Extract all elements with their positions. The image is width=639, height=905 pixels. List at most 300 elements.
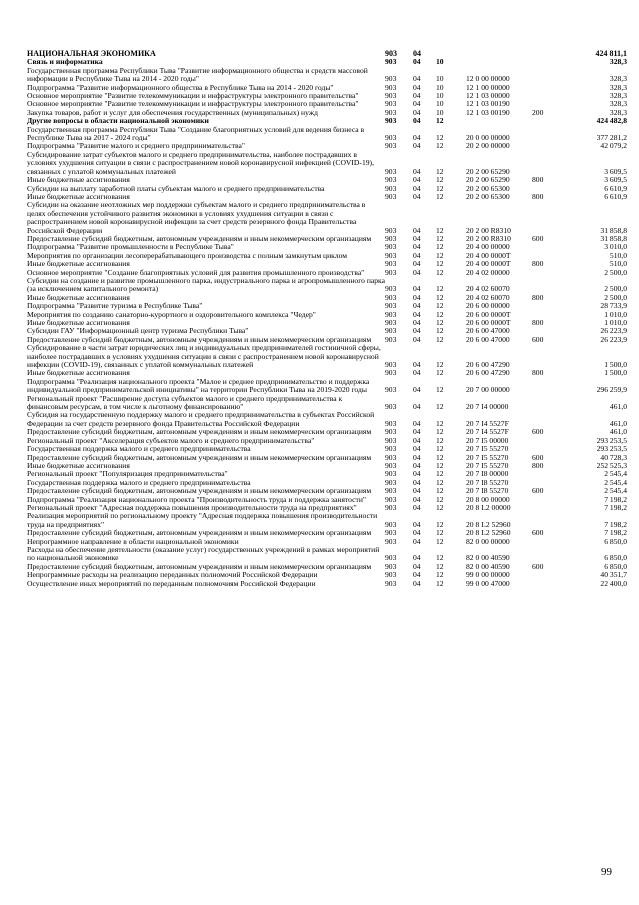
subsection-code-cell: 12 [436, 477, 444, 487]
expense-type-code-cell: 800 [532, 368, 544, 378]
table-row [27, 151, 627, 176]
amount-cell: 328,3 [609, 99, 627, 109]
section-code-cell: 04 [413, 166, 421, 176]
section-code-cell: 04 [413, 502, 421, 512]
target-item-code-cell: 20 6 00 0000Т [466, 309, 511, 319]
section-code-cell: 04 [413, 57, 421, 67]
ministry-code-cell: 903 [385, 435, 397, 445]
amount-cell: 424 482,8 [596, 116, 627, 126]
subsection-code-cell: 12 [436, 519, 444, 529]
page-number: 99 [601, 866, 612, 878]
budget-table-body [27, 50, 627, 588]
expense-type-code-cell [532, 512, 560, 529]
section-code-cell: 04 [413, 284, 421, 294]
item-name-cell: Региональный проект "Акселерация субъектов малого и среднего предпринимательства" [27, 435, 315, 445]
subsection-code-cell: 12 [436, 250, 444, 260]
amount-cell: 296 259,9 [596, 385, 627, 395]
section-code-cell: 04 [413, 91, 421, 101]
amount-cell: 31 858,8 [600, 233, 627, 243]
ministry-code-cell: 903 [385, 133, 397, 143]
ministry-code-cell: 903 [385, 427, 397, 437]
amount-cell: 2 500,0 [604, 267, 627, 277]
subsection-code-cell: 12 [436, 486, 444, 496]
item-name-cell: Связь и информатика [27, 57, 103, 67]
subsection-code-cell: 12 [436, 175, 444, 185]
item-name-cell: Субсидии ГАУ "Информационный центр туризма Республики Тыва" [27, 326, 249, 336]
amount-cell: 26 223,9 [600, 334, 627, 344]
item-name-cell: Субсидирование затрат субъектов малого и среднего предпринимательства, наиболее пострадавших в условиях ухудшения ситуации в связи с распространением новой коронавирусной инфекцией (COVID-19), связанных с уплатой коммунальных платежей [27, 149, 374, 176]
subsection-code-cell: 12 [436, 233, 444, 243]
subsection-code-cell: 12 [436, 133, 444, 143]
ministry-code-cell: 903 [385, 99, 397, 109]
expense-type-code-cell [532, 395, 560, 412]
section-code-cell: 04 [413, 318, 421, 327]
target-item-code-cell: 20 4 00 00000 [466, 242, 510, 252]
subsection-code-cell: 12 [436, 452, 444, 462]
target-item-code-cell: 20 8 L2 52960 [466, 528, 511, 538]
subsection-code-cell: 12 [436, 259, 444, 269]
amount-cell: 461,0 [609, 402, 627, 412]
target-item-code-cell: 20 7 I5 55270 [466, 452, 509, 462]
ministry-code-cell: 903 [385, 57, 397, 67]
ministry-code-cell: 903 [385, 553, 397, 563]
table-row [27, 512, 627, 529]
item-name-cell: Предоставление субсидий бюджетным, автономным учреждениям и иным некоммерческим организациям [27, 334, 372, 344]
amount-cell: 424 811,1 [595, 49, 627, 58]
expense-type-code-cell: 800 [532, 259, 544, 269]
subsection-code-cell: 12 [436, 141, 444, 151]
subsection-code-cell: 12 [436, 292, 444, 302]
ministry-code-cell: 903 [385, 334, 397, 344]
ministry-code-cell: 903 [385, 452, 397, 462]
subsection-code-cell: 12 [436, 460, 444, 470]
subsection-code-cell: 10 [436, 82, 444, 92]
expense-type-code-cell [532, 344, 560, 369]
item-name-cell: Основное мероприятие "Развитие телекоммуникации и инфраструктуры электронного правительства" [27, 99, 359, 109]
section-code-cell: 04 [413, 460, 421, 470]
amount-cell: 1 010,0 [604, 309, 627, 319]
target-item-code-cell: 12 1 03 00190 [466, 107, 510, 117]
target-item-code-cell: 20 2 00 R8310 [466, 225, 511, 235]
expense-type-code-cell [532, 437, 560, 445]
section-code-cell: 04 [413, 326, 421, 336]
item-name-cell: Государственная программа Республики Тыва "Создание благоприятных условий для ведения бизнеса в Республике Тыва на 2017 - 2024 годы" [27, 124, 365, 143]
subsection-code-cell: 12 [436, 444, 444, 454]
section-code-cell: 04 [413, 107, 421, 117]
table-row [27, 126, 627, 143]
item-name-cell: Иные бюджетные ассигнования [27, 292, 130, 302]
section-code-cell: 04 [413, 309, 421, 319]
ministry-code-cell: 903 [385, 519, 397, 529]
target-item-code-cell: 20 7 I8 55270 [466, 486, 509, 496]
section-code-cell: 04 [413, 82, 421, 92]
item-name-cell: Предоставление субсидий бюджетным, автономным учреждениям и иным некоммерческим организациям [27, 528, 372, 538]
amount-cell: 1 500,0 [604, 368, 627, 378]
item-name-cell: Мероприятия по созданию санаторно-курортного и оздоровительного комплекса "Чедер" [27, 309, 316, 319]
target-item-code-cell: 12 1 03 00190 [466, 99, 510, 109]
item-name-cell: Региональный проект "Расширение доступа субъектов малого и среднего предпринимательства к финансовым ресурсам, в том числе к льготному финансированию" [27, 393, 343, 412]
target-item-code-cell: 12 1 00 00000 [466, 82, 510, 92]
table-row [27, 201, 627, 235]
target-item-code-cell: 20 6 00 47290 [466, 368, 510, 378]
expense-type-code-cell [532, 67, 560, 84]
ministry-code-cell: 903 [385, 460, 397, 470]
subsection-code-cell: 12 [436, 427, 444, 437]
ministry-code-cell: 903 [385, 183, 397, 193]
target-item-code-cell: 82 0 00 40590 [466, 553, 510, 563]
item-name-cell: Закупка товаров, работ и услуг для обеспечения государственных (муниципальных) нужд [27, 107, 318, 117]
target-item-code-cell: 20 2 00 65300 [466, 183, 510, 193]
item-name-cell: Подпрограмма "Развитие туризма в Республике Тыва" [27, 301, 203, 311]
ministry-code-cell: 903 [385, 91, 397, 101]
ministry-code-cell: 903 [385, 82, 397, 92]
section-code-cell: 04 [413, 141, 421, 151]
table-row [27, 50, 627, 58]
target-item-code-cell: 20 4 02 60070 [466, 284, 510, 294]
ministry-code-cell: 903 [385, 385, 397, 395]
amount-cell: 6 850,0 [604, 536, 627, 546]
section-code-cell: 04 [413, 250, 421, 260]
item-name-cell: Субсидия на государственную поддержку малого и среднего предпринимательства в субъектах Российской Федерации за счет средств резервного фонда Правительства Российской Федерации [27, 410, 375, 428]
expense-type-code-cell [532, 496, 560, 504]
subsection-code-cell: 10 [436, 99, 444, 109]
ministry-code-cell: 903 [385, 528, 397, 538]
item-name-cell: Предоставление субсидий бюджетным, автономным учреждениям и иным некоммерческим организациям [27, 561, 372, 571]
ministry-code-cell: 903 [385, 191, 397, 201]
item-name-cell: Государственная поддержка малого и среднего предпринимательства [27, 477, 251, 487]
ministry-code-cell: 903 [385, 578, 397, 588]
item-name-cell: Субсидирование в части затрат юридических лиц и индивидуальных предпринимателей гостиничной сферы, наиболее пострадавших в условиях ухудшения ситуации в связи с распространением новой коронавирусной инфекции (COVID-19), связанных с уплатой коммунальных платежей [27, 343, 381, 370]
subsection-code-cell: 12 [436, 301, 444, 311]
ministry-code-cell: 903 [385, 444, 397, 454]
table-row [27, 344, 627, 369]
ministry-code-cell: 903 [385, 360, 397, 370]
target-item-code-cell: 20 7 I8 00000 [466, 469, 509, 479]
amount-cell: 3 609,5 [604, 175, 627, 185]
ministry-code-cell: 903 [385, 469, 397, 479]
expense-type-code-cell [532, 504, 560, 512]
ministry-code-cell: 903 [385, 418, 397, 428]
subsection-code-cell: 12 [436, 385, 444, 395]
expense-type-code-cell: 200 [532, 107, 544, 117]
amount-cell: 7 198,2 [604, 494, 627, 504]
expense-type-code-cell [532, 92, 560, 100]
amount-cell: 40 351,7 [600, 570, 627, 580]
amount-cell: 2 545,4 [604, 486, 627, 496]
item-name-cell: Подпрограмма "Реализация национального проекта "Малое и среднее предпринимательство и поддержка индивидуальной предпринимательской инициативы" на территории Республики Тыва на 2019-2020 годы [27, 376, 370, 395]
expense-type-code-cell [532, 201, 560, 235]
ministry-code-cell: 903 [385, 267, 397, 277]
item-name-cell: Подпрограмма "Развитие малого и среднего предпринимательства" [27, 141, 245, 151]
item-name-cell: Подпрограмма "Развитие информационного общества в Республике Тыва на 2014 - 2020 годы" [27, 82, 334, 92]
subsection-code-cell: 12 [436, 536, 444, 546]
table-row [27, 277, 627, 294]
expense-type-code-cell [532, 571, 560, 579]
item-name-cell: Региональный проект "Популяризация предпринимательства" [27, 469, 228, 479]
item-name-cell: Региональный проект "Адресная поддержка повышения производительности труда на предприятиях" [27, 502, 357, 512]
item-name-cell: Предоставление субсидий бюджетным, автономным учреждениям и иным некоммерческим организациям [27, 452, 372, 462]
subsection-code-cell: 10 [436, 107, 444, 117]
section-code-cell: 04 [413, 402, 421, 412]
section-code-cell: 04 [413, 49, 421, 58]
table-row [27, 378, 627, 395]
target-item-code-cell: 20 8 L2 00000 [466, 502, 511, 512]
subsection-code-cell: 12 [436, 561, 444, 571]
section-code-cell: 04 [413, 225, 421, 235]
section-code-cell: 04 [413, 368, 421, 378]
item-name-cell: Субсидии на выплату заработной платы субъектам малого и среднего предпринимательства [27, 183, 325, 193]
target-item-code-cell: 20 0 00 00000 [466, 133, 510, 143]
target-item-code-cell: 99 0 00 00000 [466, 570, 510, 580]
ministry-code-cell: 903 [385, 175, 397, 185]
section-code-cell: 04 [413, 444, 421, 454]
subsection-code-cell: 12 [436, 309, 444, 319]
section-code-cell: 04 [413, 292, 421, 302]
target-item-code-cell: 20 6 00 47290 [466, 360, 510, 370]
item-name-cell: Мероприятия по организации лесоперерабатывающего производства с полным замкнутым циклом [27, 250, 348, 260]
section-code-cell: 04 [413, 578, 421, 588]
subsection-code-cell: 12 [436, 116, 444, 126]
ministry-code-cell: 903 [385, 301, 397, 311]
target-item-code-cell: 20 6 00 47000 [466, 326, 510, 336]
expense-type-code-cell [532, 126, 560, 143]
target-item-code-cell: 20 7 I5 55270 [466, 460, 509, 470]
amount-cell: 328,3 [609, 82, 627, 92]
expense-type-code-cell [532, 538, 560, 546]
target-item-code-cell: 20 2 00 65290 [466, 166, 510, 176]
target-item-code-cell: 20 8 00 00000 [466, 494, 510, 504]
amount-cell: 328,3 [609, 91, 627, 101]
ministry-code-cell: 903 [385, 402, 397, 412]
item-name-cell: Осуществление иных мероприятий по переданным полномочиям Российской Федерации [27, 578, 316, 588]
amount-cell: 6 850,0 [604, 553, 627, 563]
subsection-code-cell: 12 [436, 578, 444, 588]
subsection-code-cell: 12 [436, 435, 444, 445]
item-name-cell: Иные бюджетные ассигнования [27, 259, 130, 269]
section-code-cell: 04 [413, 452, 421, 462]
amount-cell: 22 400,0 [600, 578, 627, 588]
expense-type-code-cell [532, 580, 560, 588]
subsection-code-cell: 12 [436, 528, 444, 538]
subsection-code-cell: 12 [436, 225, 444, 235]
subsection-code-cell: 10 [436, 74, 444, 84]
ministry-code-cell: 903 [385, 141, 397, 151]
subsection-code-cell: 12 [436, 494, 444, 504]
subsection-code-cell: 12 [436, 326, 444, 336]
item-name-cell: Непрограммные расходы на реализацию переданных полномочий Российской Федерации [27, 570, 318, 580]
item-name-cell: Иные бюджетные ассигнования [27, 460, 130, 470]
amount-cell: 3 609,5 [604, 166, 627, 176]
amount-cell: 293 253,5 [596, 435, 627, 445]
ministry-code-cell: 903 [385, 368, 397, 378]
amount-cell: 328,3 [609, 74, 627, 84]
target-item-code-cell [466, 117, 532, 125]
ministry-code-cell: 903 [385, 292, 397, 302]
expense-type-code-cell: 600 [532, 334, 544, 344]
ministry-code-cell: 903 [385, 570, 397, 580]
ministry-code-cell: 903 [385, 477, 397, 487]
item-name-cell: Иные бюджетные ассигнования [27, 191, 130, 201]
ministry-code-cell: 903 [385, 536, 397, 546]
target-item-code-cell: 20 8 L2 52960 [466, 519, 511, 529]
amount-cell: 510,0 [609, 259, 627, 269]
target-item-code-cell: 20 2 00 R8310 [466, 233, 511, 243]
item-name-cell: Субсидии на оказание неотложных мер поддержки субъектам малого и среднего предпринимательства в целях обеспечения устойчивого развития экономики в условиях ухудшения ситуации в связи с распространением новой коронавирусной инфекции за счет средств резервного фонда Правительства Российской Федерации [27, 200, 366, 235]
target-item-code-cell: 20 7 I4 5527F [466, 427, 509, 437]
ministry-code-cell: 903 [385, 250, 397, 260]
section-code-cell: 04 [413, 301, 421, 311]
target-item-code-cell [466, 50, 532, 58]
item-name-cell: Предоставление субсидий бюджетным, автономным учреждениям и иным некоммерческим организациям [27, 486, 372, 496]
section-code-cell: 04 [413, 175, 421, 185]
subsection-code-cell: 12 [436, 570, 444, 580]
ministry-code-cell: 903 [385, 233, 397, 243]
section-code-cell: 04 [413, 427, 421, 437]
amount-cell: 328,3 [609, 107, 627, 117]
table-row [27, 580, 627, 588]
target-item-code-cell: 82 0 00 40590 [466, 561, 510, 571]
item-name-cell: Основное мероприятие "Создание благоприятных условий для развития промышленного производства" [27, 267, 365, 277]
section-code-cell: 04 [413, 553, 421, 563]
amount-cell: 461,0 [609, 427, 627, 437]
section-code-cell: 04 [413, 183, 421, 193]
section-code-cell: 04 [413, 561, 421, 571]
ministry-code-cell: 903 [385, 494, 397, 504]
section-code-cell: 04 [413, 334, 421, 344]
target-item-code-cell [466, 58, 532, 66]
target-item-code-cell: 20 6 00 00000 [466, 301, 510, 311]
amount-cell: 6 610,9 [604, 183, 627, 193]
section-code-cell: 04 [413, 477, 421, 487]
amount-cell: 510,0 [609, 250, 627, 260]
expense-type-code-cell: 600 [532, 561, 544, 571]
item-name-cell: Предоставление субсидий бюджетным, автономным учреждениям и иным некоммерческим организациям [27, 233, 372, 243]
expense-type-code-cell [532, 269, 560, 277]
target-item-code-cell: 20 7 00 00000 [466, 385, 510, 395]
amount-cell: 2 545,4 [604, 477, 627, 487]
target-item-code-cell: 12 1 03 00000 [466, 91, 510, 101]
expense-type-code-cell: 600 [532, 427, 544, 437]
expense-type-code-cell: 600 [532, 452, 544, 462]
section-code-cell: 04 [413, 385, 421, 395]
expense-type-code-cell: 800 [532, 191, 544, 201]
section-code-cell: 04 [413, 242, 421, 252]
section-code-cell: 04 [413, 259, 421, 269]
section-code-cell: 04 [413, 233, 421, 243]
table-row [27, 67, 627, 84]
amount-cell: 1 500,0 [604, 360, 627, 370]
amount-cell: 2 545,4 [604, 469, 627, 479]
ministry-code-cell: 903 [385, 284, 397, 294]
target-item-code-cell: 82 0 00 00000 [466, 536, 510, 546]
ministry-code-cell: 903 [385, 259, 397, 269]
section-code-cell: 04 [413, 418, 421, 428]
table-row [27, 395, 627, 412]
item-name-cell: Субсидии на создание и развитие промышленного парка, индустриального парка и агропромышленного парка (за исключением капитального ремонта) [27, 275, 385, 294]
ministry-code-cell: 903 [385, 561, 397, 571]
section-code-cell: 04 [413, 74, 421, 84]
ministry-code-cell: 903 [385, 486, 397, 496]
item-name-cell: НАЦИОНАЛЬНАЯ ЭКОНОМИКА [27, 49, 156, 58]
item-name-cell: Иные бюджетные ассигнования [27, 368, 130, 378]
target-item-code-cell: 20 4 02 00000 [466, 267, 510, 277]
section-code-cell: 04 [413, 469, 421, 479]
subsection-code-cell: 12 [436, 318, 444, 327]
expense-type-code-cell [532, 58, 560, 66]
amount-cell: 252 525,3 [596, 460, 627, 470]
amount-cell: 293 253,5 [596, 444, 627, 454]
subsection-code-cell: 10 [436, 57, 444, 67]
section-code-cell: 04 [413, 99, 421, 109]
table-row [27, 411, 627, 428]
target-item-code-cell: 20 4 00 0000Т [466, 259, 511, 269]
target-item-code-cell: 20 4 02 60070 [466, 292, 510, 302]
subsection-code-cell: 12 [436, 360, 444, 370]
amount-cell: 3 010,0 [604, 242, 627, 252]
expense-type-code-cell [532, 378, 560, 395]
amount-cell: 31 858,8 [600, 225, 627, 235]
section-code-cell: 04 [413, 116, 421, 126]
expense-type-code-cell: 800 [532, 292, 544, 302]
expense-type-code-cell [532, 50, 560, 58]
amount-cell: 2 500,0 [604, 292, 627, 302]
ministry-code-cell: 903 [385, 502, 397, 512]
subsection-code-cell: 12 [436, 242, 444, 252]
subsection-code-cell: 12 [436, 267, 444, 277]
target-item-code-cell: 20 6 00 0000Т [466, 318, 511, 327]
target-item-code-cell: 20 7 I5 55270 [466, 444, 509, 454]
target-item-code-cell: 99 0 00 47000 [466, 578, 510, 588]
target-item-code-cell: 20 7 I5 00000 [466, 435, 509, 445]
ministry-code-cell: 903 [385, 309, 397, 319]
amount-cell: 26 223,9 [600, 326, 627, 336]
expense-type-code-cell [532, 470, 560, 478]
target-item-code-cell: 20 2 00 65300 [466, 191, 510, 201]
subsection-code-cell: 12 [436, 418, 444, 428]
ministry-code-cell: 903 [385, 74, 397, 84]
section-code-cell: 04 [413, 435, 421, 445]
section-code-cell: 04 [413, 486, 421, 496]
expense-type-code-cell [532, 142, 560, 150]
section-code-cell: 04 [413, 360, 421, 370]
item-name-cell: Иные бюджетные ассигнования [27, 318, 130, 327]
subsection-code-cell: 12 [436, 166, 444, 176]
amount-cell: 1 010,0 [604, 318, 627, 327]
amount-cell: 7 198,2 [604, 502, 627, 512]
expense-type-code-cell [532, 302, 560, 310]
amount-cell: 2 500,0 [604, 284, 627, 294]
amount-cell: 6 850,0 [604, 561, 627, 571]
ministry-code-cell: 903 [385, 242, 397, 252]
amount-cell: 28 733,9 [600, 301, 627, 311]
item-name-cell: Реализация мероприятий по региональному проекту "Адресная поддержка повышения производительности труда на предприятиях" [27, 511, 378, 529]
subsection-code-cell: 12 [436, 469, 444, 479]
target-item-code-cell: 20 7 I4 00000 [466, 402, 509, 412]
expense-type-code-cell: 600 [532, 528, 544, 538]
section-code-cell: 04 [413, 536, 421, 546]
target-item-code-cell: 12 0 00 00000 [466, 74, 510, 84]
target-item-code-cell: 20 7 I8 55270 [466, 477, 509, 487]
item-name-cell: Основное мероприятие "Развитие телекоммуникации и инфраструктуры электронного правительства" [27, 91, 359, 101]
target-item-code-cell: 20 7 I4 5527F [466, 418, 509, 428]
subsection-code-cell: 12 [436, 183, 444, 193]
item-name-cell: Другие вопросы в области национальной экономики [27, 116, 209, 126]
amount-cell: 7 198,2 [604, 519, 627, 529]
subsection-code-cell: 12 [436, 284, 444, 294]
amount-cell: 40 728,3 [600, 452, 627, 462]
target-item-code-cell: 20 4 00 0000Т [466, 250, 511, 260]
target-item-code-cell: 20 6 00 47000 [466, 334, 510, 344]
